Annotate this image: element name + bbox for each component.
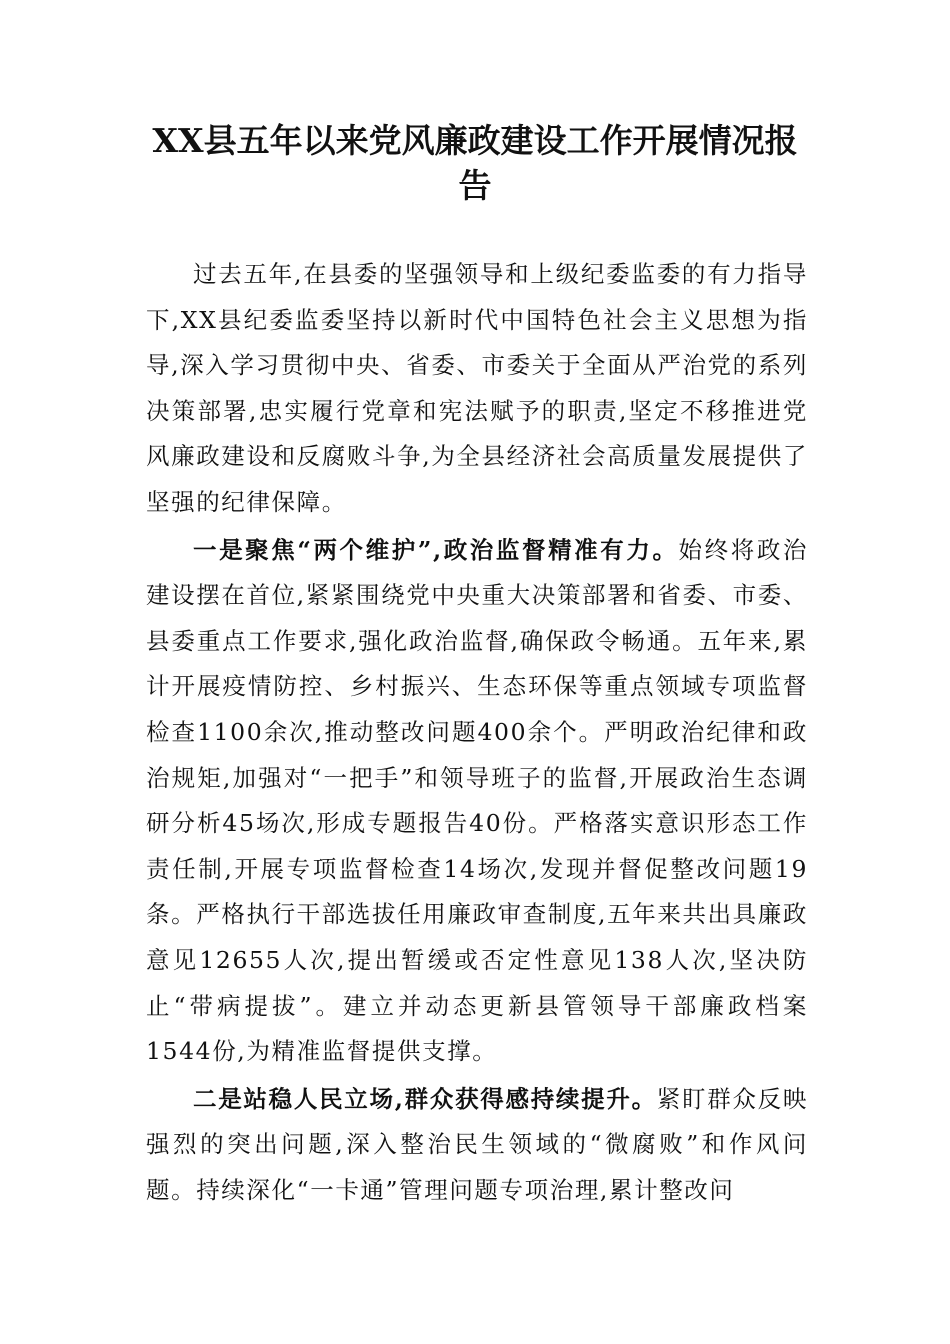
paragraph-text: 始终将政治建设摆在首位,紧紧围绕党中央重大决策部署和省委、市委、县委重点工作要求,强化政治监督,确保政令畅通。五年来,累计开展疫情防控、乡村振兴、生态环保等重点领域专项监督检查1100余次,推动整改问题400余个。严明政治纪律和政治规矩,加强对“一把手”和领导班子的监督,开展政治生态调研分析45场次,形成专题报告40份。严格落实意识形态工作责任制,开展专项监督检查14场次,发现并督促整改问题19条。严格执行干部选拔任用廉政审查制度,五年来共出具廉政意见12655人次,提出暂缓或否定性意见138人次,坚决防止“带病提拔”。建立并动态更新县管领导干部廉政档案1544份,为精准监督提供支撑。: [146, 535, 809, 1066]
paragraph-text: 紧盯群众反映强烈的突出问题,深入整治民生领域的“微腐败”和作风问题。持续深化“一卡通”管理问题专项治理,累计整改问: [146, 1084, 808, 1204]
paragraph-text: 过去五年,在县委的坚强领导和上级纪委监委的有力指导下,XX县纪委监委坚持以新时代中国特色社会主义思想为指导,深入学习贯彻中央、省委、市委关于全面从严治党的系列决策部署,忠实履行党章和宪法赋予的职责,坚定不移推进党风廉政建设和反腐败斗争,为全县经济社会高质量发展提供了坚强的纪律保障。: [146, 260, 808, 516]
document-title: XX县五年以来党风廉政建设工作开展情况报告: [152, 121, 798, 205]
document-body: [146, 252, 808, 1215]
paragraph-lead: 二是站稳人民立场,群众获得感持续提升。: [193, 1084, 657, 1113]
paragraph-lead: 一是聚焦“两个维护”,政治监督精准有力。: [193, 535, 679, 564]
paragraph-intro: [146, 252, 808, 526]
paragraph-political-supervision: [146, 528, 808, 1075]
paragraph-people-stance: [146, 1077, 808, 1214]
